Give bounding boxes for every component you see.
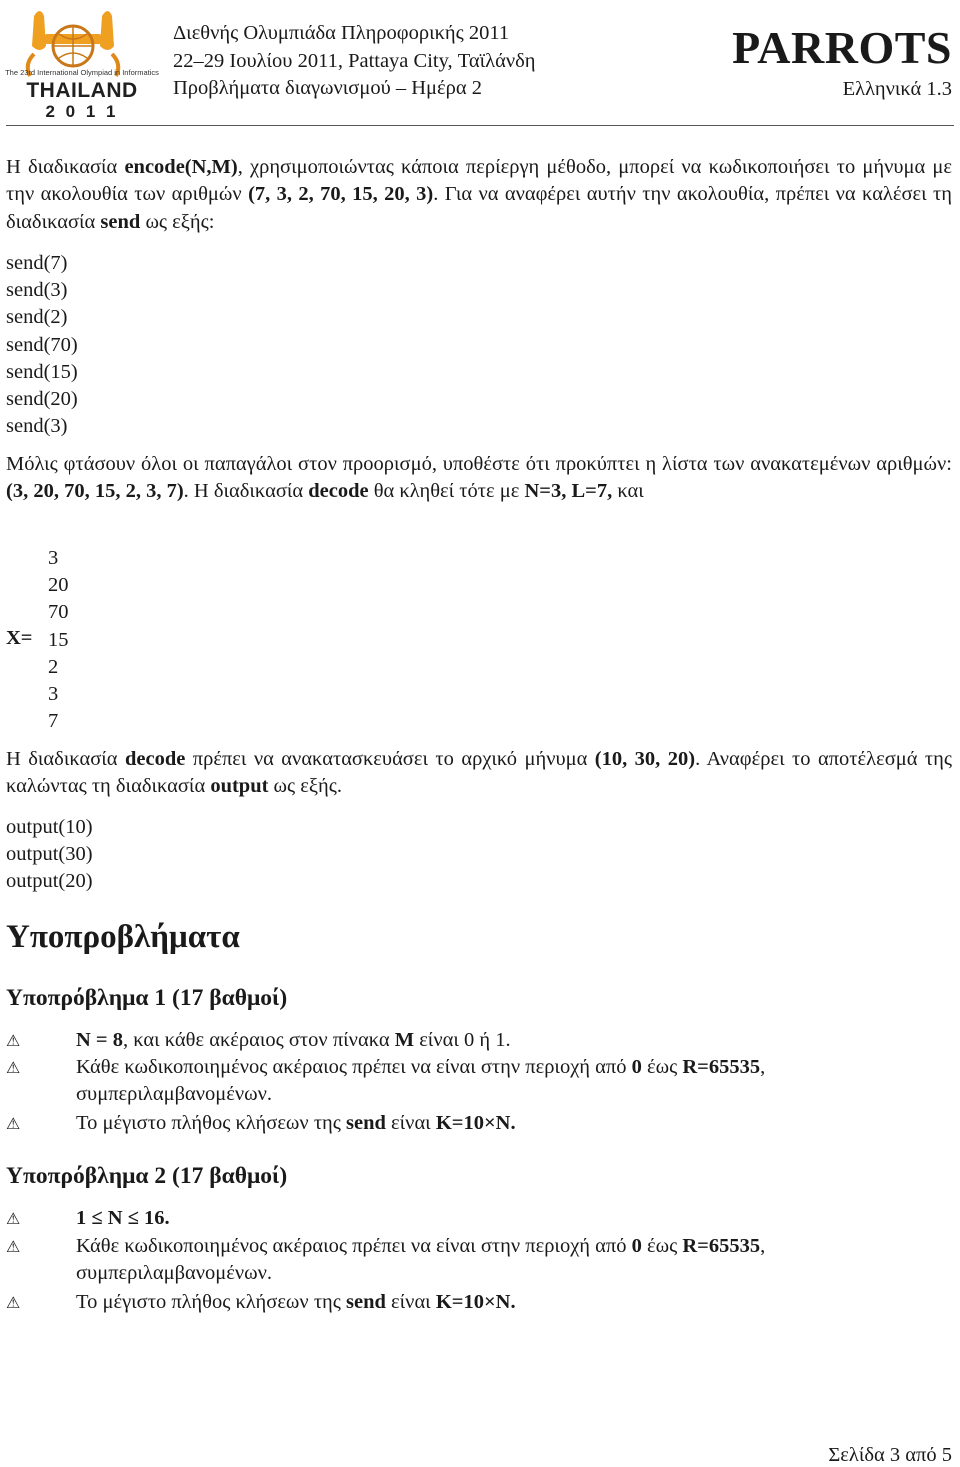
- subtask-2-bullet-3: [6, 1289, 952, 1316]
- x-value: 7: [48, 710, 59, 733]
- warning-icon: ⚠: [6, 1031, 21, 1050]
- text: και: [612, 480, 644, 503]
- warning-icon: ⚠: [6, 1293, 21, 1312]
- warning-icon: ⚠: [6, 1209, 21, 1228]
- x-value: 70: [48, 601, 69, 624]
- ioi-thailand-logo: [4, 4, 160, 122]
- text: M: [394, 1029, 415, 1051]
- text: send: [346, 1112, 386, 1134]
- text: Το μέγιστο πλήθος κλήσεων της: [76, 1291, 347, 1313]
- text: Κάθε κωδικοποιημένος ακέραιος πρέπει να είναι στην περιοχή από: [76, 1235, 632, 1257]
- text: R=65535: [682, 1056, 761, 1078]
- page-number: 3: [889, 1444, 901, 1466]
- send-proc: send: [100, 210, 141, 233]
- encode-proc: encode(N,M): [124, 156, 238, 178]
- text: Κάθε κωδικοποιημένος ακέραιος πρέπει να είναι στην περιοχή από: [76, 1056, 632, 1078]
- text: Μόλις φτάσουν όλοι οι παπαγάλοι στον προορισμό, υποθέστε ότι προκύπτει η λίστα των ανακατεμένων αριθμών:: [6, 453, 952, 475]
- original-message: (10, 30, 20): [594, 748, 696, 770]
- text: . Για να αναφέρει αυτήν την ακολουθία, πρέπει να καλέσει τη διαδικασία: [6, 183, 952, 233]
- text: ως εξής.: [268, 775, 342, 798]
- header-line-3: Προβλήματα διαγωνισμού – Ημέρα 2: [173, 77, 482, 99]
- logo-country: THAILAND: [26, 79, 138, 102]
- logo-year: 2 0 1 1: [45, 102, 119, 121]
- sequence: (7, 3, 2, 70, 15, 20, 3): [248, 183, 434, 206]
- output-call: output(10): [6, 816, 93, 838]
- text: είναι: [385, 1291, 436, 1313]
- text: , συμπεριλαμβανομένων.: [76, 1235, 766, 1285]
- x-value: 2: [48, 655, 59, 678]
- subtasks-heading: Υποπροβλήματα: [6, 919, 240, 955]
- output-proc: output: [210, 775, 269, 798]
- text: , συμπεριλαμβανομένων.: [76, 1056, 766, 1106]
- subtask-2-bullet-1: [6, 1205, 952, 1232]
- x-value: 15: [48, 628, 69, 651]
- text: . Αναφέρει το αποτέλεσμά της καλώντας τη διαδικασία: [6, 748, 952, 798]
- subtask-1-title: Υποπρόβλημα 1 (17 βαθμοί): [6, 985, 288, 1011]
- header-rule: [6, 125, 954, 126]
- paragraph-encode: [6, 154, 952, 236]
- subtask-1-bullet-1: [6, 1027, 952, 1054]
- text: 0: [631, 1235, 642, 1257]
- send-call: send(15): [6, 360, 78, 383]
- subtask-2-bullet-2: [6, 1233, 952, 1288]
- header-line-1: Διεθνής Ολυμπιάδα Πληροφορικής 2011: [173, 22, 510, 44]
- warning-icon: ⚠: [6, 1058, 21, 1077]
- send-calls: [6, 250, 78, 440]
- warning-icon: ⚠: [6, 1114, 21, 1133]
- shuffled-list: (3, 20, 70, 15, 2, 3, 7): [6, 480, 184, 503]
- text: έως: [641, 1235, 683, 1257]
- text: Σελίδα: [828, 1444, 890, 1466]
- output-calls: [6, 814, 93, 896]
- x-value: 3: [48, 682, 59, 705]
- decode-proc: decode: [124, 748, 186, 770]
- page-total: 5: [941, 1444, 952, 1466]
- text: είναι 0 ή 1.: [414, 1029, 511, 1051]
- text: έως: [641, 1056, 683, 1078]
- text: send: [346, 1291, 386, 1313]
- paragraph-decode-call: [6, 451, 952, 506]
- send-call: send(20): [6, 387, 78, 410]
- x-value: 3: [48, 547, 59, 569]
- subtask-2-title: Υποπρόβλημα 2 (17 βαθμοί): [6, 1163, 288, 1189]
- header-info: [173, 20, 535, 103]
- logo-caption: The 23rd International Olympiad in Informatics: [5, 68, 159, 77]
- output-call: output(30): [6, 843, 93, 866]
- x-label: X=: [6, 627, 33, 649]
- send-call: send(70): [6, 333, 78, 356]
- text: πρέπει να ανακατασκευάσει το αρχικό μήνυμα: [185, 748, 595, 770]
- warning-icon: ⚠: [6, 1237, 21, 1256]
- text: 0: [631, 1056, 642, 1078]
- text: Η διαδικασία: [6, 156, 125, 178]
- task-title: PARROTS: [732, 22, 952, 73]
- decode-proc: decode: [308, 480, 369, 503]
- output-call: output(20): [6, 870, 93, 893]
- subtask-1-bullet-2: [6, 1054, 952, 1109]
- language-version: Ελληνικά 1.3: [842, 78, 952, 100]
- x-values: [48, 545, 69, 735]
- text: K=10×N.: [435, 1112, 516, 1134]
- text: θα κληθεί τότε με: [368, 480, 525, 503]
- header-line-2: 22–29 Ιουλίου 2011, Pattaya City, Ταϊλάνδη: [173, 49, 536, 72]
- text: ως εξής:: [140, 210, 215, 233]
- text: Το μέγιστο πλήθος κλήσεων της: [76, 1112, 347, 1134]
- x-value: 20: [48, 574, 69, 597]
- send-call: send(7): [6, 252, 68, 274]
- text: , και κάθε ακέραιος στον πίνακα: [123, 1029, 395, 1051]
- text: R=65535: [682, 1235, 761, 1257]
- text: . Η διαδικασία: [183, 480, 309, 503]
- send-call: send(3): [6, 415, 68, 438]
- text: N = 8: [76, 1029, 123, 1051]
- text: Η διαδικασία: [6, 748, 125, 770]
- paragraph-decode-output: [6, 746, 952, 801]
- subtask-1-bullet-3: [6, 1110, 952, 1137]
- text: K=10×N.: [435, 1291, 516, 1313]
- text: , χρησιμοποιώντας κάποια περίεργη μέθοδο, μπορεί να κωδικοποιήσει το μήνυμα με την ακολουθία των αριθμών: [6, 156, 952, 206]
- decode-params: N=3, L=7,: [524, 480, 613, 503]
- text: από: [900, 1444, 942, 1466]
- send-call: send(2): [6, 306, 68, 329]
- send-call: send(3): [6, 279, 68, 302]
- text: είναι: [385, 1112, 436, 1134]
- page-footer: [828, 1444, 952, 1467]
- text: 1 ≤ N ≤ 16.: [76, 1207, 170, 1229]
